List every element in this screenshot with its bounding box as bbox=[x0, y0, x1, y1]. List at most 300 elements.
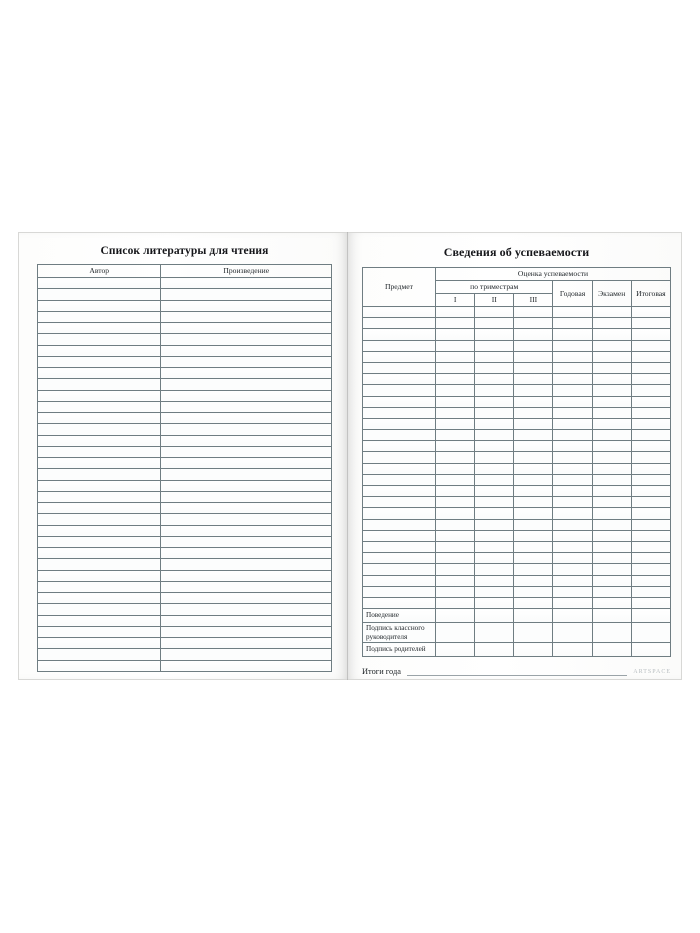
cell-subject[interactable] bbox=[363, 541, 436, 552]
table-row[interactable] bbox=[363, 519, 671, 530]
cell-tri-2[interactable] bbox=[475, 329, 514, 340]
cell-final[interactable] bbox=[631, 575, 670, 586]
cell-tri-3[interactable] bbox=[514, 463, 553, 474]
cell-exam[interactable] bbox=[592, 430, 631, 441]
summary-cell[interactable] bbox=[475, 623, 514, 643]
cell-final[interactable] bbox=[631, 430, 670, 441]
cell-final[interactable] bbox=[631, 362, 670, 373]
table-row[interactable] bbox=[38, 615, 332, 626]
cell-subject[interactable] bbox=[363, 519, 436, 530]
table-row[interactable] bbox=[363, 318, 671, 329]
cell-exam[interactable] bbox=[592, 374, 631, 385]
cell-subject[interactable] bbox=[363, 508, 436, 519]
cell-tri-1[interactable] bbox=[436, 362, 475, 373]
summary-cell[interactable] bbox=[436, 609, 475, 623]
cell-work[interactable] bbox=[161, 626, 332, 637]
table-row[interactable] bbox=[38, 413, 332, 424]
cell-final[interactable] bbox=[631, 396, 670, 407]
cell-work[interactable] bbox=[161, 559, 332, 570]
cell-exam[interactable] bbox=[592, 441, 631, 452]
cell-subject[interactable] bbox=[363, 452, 436, 463]
table-row[interactable] bbox=[363, 307, 671, 318]
summary-cell[interactable] bbox=[514, 643, 553, 657]
cell-subject[interactable] bbox=[363, 474, 436, 485]
cell-subject[interactable] bbox=[363, 351, 436, 362]
cell-year[interactable] bbox=[553, 530, 592, 541]
cell-exam[interactable] bbox=[592, 486, 631, 497]
cell-work[interactable] bbox=[161, 390, 332, 401]
cell-year[interactable] bbox=[553, 362, 592, 373]
cell-work[interactable] bbox=[161, 503, 332, 514]
cell-author[interactable] bbox=[38, 401, 161, 412]
cell-tri-1[interactable] bbox=[436, 519, 475, 530]
cell-work[interactable] bbox=[161, 401, 332, 412]
cell-author[interactable] bbox=[38, 424, 161, 435]
cell-subject[interactable] bbox=[363, 374, 436, 385]
cell-tri-1[interactable] bbox=[436, 307, 475, 318]
cell-year[interactable] bbox=[553, 385, 592, 396]
summary-cell[interactable] bbox=[475, 643, 514, 657]
cell-exam[interactable] bbox=[592, 497, 631, 508]
table-row[interactable] bbox=[38, 458, 332, 469]
cell-exam[interactable] bbox=[592, 553, 631, 564]
cell-author[interactable] bbox=[38, 503, 161, 514]
cell-tri-1[interactable] bbox=[436, 597, 475, 608]
summary-cell[interactable] bbox=[631, 643, 670, 657]
cell-tri-2[interactable] bbox=[475, 318, 514, 329]
cell-work[interactable] bbox=[161, 604, 332, 615]
cell-author[interactable] bbox=[38, 300, 161, 311]
cell-tri-1[interactable] bbox=[436, 553, 475, 564]
table-row[interactable] bbox=[363, 564, 671, 575]
cell-tri-3[interactable] bbox=[514, 307, 553, 318]
cell-tri-3[interactable] bbox=[514, 486, 553, 497]
cell-work[interactable] bbox=[161, 638, 332, 649]
table-row[interactable] bbox=[38, 548, 332, 559]
cell-subject[interactable] bbox=[363, 553, 436, 564]
cell-tri-1[interactable] bbox=[436, 586, 475, 597]
cell-exam[interactable] bbox=[592, 407, 631, 418]
table-row[interactable] bbox=[38, 300, 332, 311]
cell-exam[interactable] bbox=[592, 307, 631, 318]
table-row[interactable] bbox=[363, 362, 671, 373]
cell-tri-3[interactable] bbox=[514, 597, 553, 608]
cell-final[interactable] bbox=[631, 486, 670, 497]
cell-author[interactable] bbox=[38, 525, 161, 536]
cell-subject[interactable] bbox=[363, 418, 436, 429]
cell-tri-1[interactable] bbox=[436, 530, 475, 541]
cell-subject[interactable] bbox=[363, 407, 436, 418]
cell-final[interactable] bbox=[631, 530, 670, 541]
cell-author[interactable] bbox=[38, 390, 161, 401]
table-row[interactable] bbox=[38, 379, 332, 390]
cell-final[interactable] bbox=[631, 307, 670, 318]
table-row[interactable] bbox=[363, 452, 671, 463]
cell-subject[interactable] bbox=[363, 362, 436, 373]
cell-work[interactable] bbox=[161, 424, 332, 435]
cell-tri-3[interactable] bbox=[514, 396, 553, 407]
cell-work[interactable] bbox=[161, 458, 332, 469]
table-row[interactable] bbox=[38, 536, 332, 547]
table-row[interactable] bbox=[363, 508, 671, 519]
summary-cell[interactable] bbox=[514, 609, 553, 623]
cell-work[interactable] bbox=[161, 435, 332, 446]
cell-tri-3[interactable] bbox=[514, 385, 553, 396]
cell-tri-3[interactable] bbox=[514, 575, 553, 586]
cell-tri-2[interactable] bbox=[475, 374, 514, 385]
cell-author[interactable] bbox=[38, 368, 161, 379]
cell-author[interactable] bbox=[38, 345, 161, 356]
table-row[interactable] bbox=[363, 586, 671, 597]
table-row[interactable] bbox=[38, 446, 332, 457]
cell-tri-1[interactable] bbox=[436, 441, 475, 452]
cell-subject[interactable] bbox=[363, 575, 436, 586]
cell-tri-3[interactable] bbox=[514, 452, 553, 463]
table-row[interactable] bbox=[38, 559, 332, 570]
cell-author[interactable] bbox=[38, 289, 161, 300]
cell-tri-1[interactable] bbox=[436, 329, 475, 340]
summary-cell[interactable] bbox=[631, 623, 670, 643]
cell-tri-1[interactable] bbox=[436, 351, 475, 362]
table-row[interactable] bbox=[363, 441, 671, 452]
table-row[interactable] bbox=[363, 486, 671, 497]
cell-work[interactable] bbox=[161, 548, 332, 559]
cell-author[interactable] bbox=[38, 491, 161, 502]
table-row[interactable] bbox=[38, 491, 332, 502]
cell-subject[interactable] bbox=[363, 396, 436, 407]
cell-author[interactable] bbox=[38, 604, 161, 615]
table-row[interactable] bbox=[363, 530, 671, 541]
cell-work[interactable] bbox=[161, 480, 332, 491]
table-row[interactable] bbox=[363, 351, 671, 362]
cell-tri-3[interactable] bbox=[514, 430, 553, 441]
cell-author[interactable] bbox=[38, 356, 161, 367]
cell-author[interactable] bbox=[38, 559, 161, 570]
cell-subject[interactable] bbox=[363, 441, 436, 452]
cell-subject[interactable] bbox=[363, 430, 436, 441]
cell-work[interactable] bbox=[161, 469, 332, 480]
cell-tri-3[interactable] bbox=[514, 441, 553, 452]
cell-tri-1[interactable] bbox=[436, 407, 475, 418]
cell-final[interactable] bbox=[631, 351, 670, 362]
cell-author[interactable] bbox=[38, 593, 161, 604]
cell-subject[interactable] bbox=[363, 463, 436, 474]
cell-work[interactable] bbox=[161, 615, 332, 626]
table-row[interactable] bbox=[363, 385, 671, 396]
table-row[interactable] bbox=[363, 541, 671, 552]
table-row[interactable] bbox=[38, 626, 332, 637]
cell-final[interactable] bbox=[631, 441, 670, 452]
cell-tri-3[interactable] bbox=[514, 351, 553, 362]
cell-author[interactable] bbox=[38, 626, 161, 637]
table-row[interactable] bbox=[363, 575, 671, 586]
table-row[interactable] bbox=[38, 278, 332, 289]
cell-tri-2[interactable] bbox=[475, 530, 514, 541]
cell-author[interactable] bbox=[38, 649, 161, 660]
table-row[interactable] bbox=[38, 469, 332, 480]
cell-tri-2[interactable] bbox=[475, 407, 514, 418]
cell-year[interactable] bbox=[553, 318, 592, 329]
cell-year[interactable] bbox=[553, 564, 592, 575]
cell-final[interactable] bbox=[631, 452, 670, 463]
cell-year[interactable] bbox=[553, 519, 592, 530]
cell-tri-2[interactable] bbox=[475, 474, 514, 485]
cell-tri-3[interactable] bbox=[514, 374, 553, 385]
cell-tri-3[interactable] bbox=[514, 407, 553, 418]
cell-tri-2[interactable] bbox=[475, 553, 514, 564]
cell-subject[interactable] bbox=[363, 497, 436, 508]
cell-exam[interactable] bbox=[592, 463, 631, 474]
cell-author[interactable] bbox=[38, 514, 161, 525]
summary-cell[interactable] bbox=[436, 643, 475, 657]
table-row[interactable] bbox=[363, 474, 671, 485]
summary-row[interactable] bbox=[363, 623, 671, 643]
cell-subject[interactable] bbox=[363, 597, 436, 608]
cell-tri-2[interactable] bbox=[475, 351, 514, 362]
cell-tri-2[interactable] bbox=[475, 385, 514, 396]
cell-author[interactable] bbox=[38, 413, 161, 424]
table-row[interactable] bbox=[38, 401, 332, 412]
table-row[interactable] bbox=[38, 390, 332, 401]
cell-exam[interactable] bbox=[592, 418, 631, 429]
cell-tri-3[interactable] bbox=[514, 530, 553, 541]
table-row[interactable] bbox=[363, 407, 671, 418]
cell-author[interactable] bbox=[38, 536, 161, 547]
cell-exam[interactable] bbox=[592, 575, 631, 586]
table-row[interactable] bbox=[363, 497, 671, 508]
cell-year[interactable] bbox=[553, 329, 592, 340]
cell-author[interactable] bbox=[38, 323, 161, 334]
table-row[interactable] bbox=[38, 368, 332, 379]
cell-final[interactable] bbox=[631, 374, 670, 385]
cell-tri-2[interactable] bbox=[475, 597, 514, 608]
table-row[interactable] bbox=[363, 597, 671, 608]
cell-work[interactable] bbox=[161, 345, 332, 356]
cell-tri-1[interactable] bbox=[436, 486, 475, 497]
cell-author[interactable] bbox=[38, 379, 161, 390]
cell-tri-1[interactable] bbox=[436, 564, 475, 575]
cell-work[interactable] bbox=[161, 289, 332, 300]
summary-cell[interactable] bbox=[592, 609, 631, 623]
table-row[interactable] bbox=[363, 340, 671, 351]
summary-cell[interactable] bbox=[592, 643, 631, 657]
cell-year[interactable] bbox=[553, 541, 592, 552]
cell-year[interactable] bbox=[553, 452, 592, 463]
cell-exam[interactable] bbox=[592, 474, 631, 485]
cell-year[interactable] bbox=[553, 486, 592, 497]
cell-year[interactable] bbox=[553, 553, 592, 564]
cell-work[interactable] bbox=[161, 514, 332, 525]
cell-tri-2[interactable] bbox=[475, 307, 514, 318]
cell-exam[interactable] bbox=[592, 508, 631, 519]
cell-tri-1[interactable] bbox=[436, 474, 475, 485]
cell-tri-1[interactable] bbox=[436, 430, 475, 441]
cell-tri-3[interactable] bbox=[514, 340, 553, 351]
cell-year[interactable] bbox=[553, 418, 592, 429]
table-row[interactable] bbox=[38, 649, 332, 660]
cell-work[interactable] bbox=[161, 536, 332, 547]
cell-subject[interactable] bbox=[363, 530, 436, 541]
cell-author[interactable] bbox=[38, 660, 161, 671]
cell-author[interactable] bbox=[38, 458, 161, 469]
summary-cell[interactable] bbox=[592, 623, 631, 643]
cell-year[interactable] bbox=[553, 474, 592, 485]
cell-tri-2[interactable] bbox=[475, 340, 514, 351]
cell-final[interactable] bbox=[631, 497, 670, 508]
cell-author[interactable] bbox=[38, 581, 161, 592]
cell-tri-2[interactable] bbox=[475, 564, 514, 575]
cell-tri-3[interactable] bbox=[514, 541, 553, 552]
table-row[interactable] bbox=[38, 514, 332, 525]
cell-exam[interactable] bbox=[592, 452, 631, 463]
cell-tri-1[interactable] bbox=[436, 318, 475, 329]
cell-tri-3[interactable] bbox=[514, 418, 553, 429]
cell-exam[interactable] bbox=[592, 396, 631, 407]
cell-author[interactable] bbox=[38, 480, 161, 491]
table-row[interactable] bbox=[38, 593, 332, 604]
cell-year[interactable] bbox=[553, 340, 592, 351]
table-row[interactable] bbox=[38, 604, 332, 615]
cell-exam[interactable] bbox=[592, 586, 631, 597]
cell-tri-3[interactable] bbox=[514, 362, 553, 373]
cell-tri-1[interactable] bbox=[436, 396, 475, 407]
cell-year[interactable] bbox=[553, 374, 592, 385]
cell-tri-3[interactable] bbox=[514, 564, 553, 575]
summary-cell[interactable] bbox=[514, 623, 553, 643]
cell-tri-3[interactable] bbox=[514, 586, 553, 597]
summary-cell[interactable] bbox=[436, 623, 475, 643]
summary-cell[interactable] bbox=[553, 643, 592, 657]
table-row[interactable] bbox=[363, 329, 671, 340]
table-row[interactable] bbox=[38, 356, 332, 367]
cell-year[interactable] bbox=[553, 497, 592, 508]
cell-work[interactable] bbox=[161, 413, 332, 424]
cell-tri-2[interactable] bbox=[475, 541, 514, 552]
table-row[interactable] bbox=[38, 581, 332, 592]
cell-tri-1[interactable] bbox=[436, 452, 475, 463]
table-row[interactable] bbox=[38, 323, 332, 334]
summary-cell[interactable] bbox=[475, 609, 514, 623]
table-row[interactable] bbox=[38, 435, 332, 446]
cell-year[interactable] bbox=[553, 307, 592, 318]
cell-final[interactable] bbox=[631, 329, 670, 340]
cell-tri-1[interactable] bbox=[436, 497, 475, 508]
cell-tri-1[interactable] bbox=[436, 541, 475, 552]
cell-work[interactable] bbox=[161, 379, 332, 390]
summary-cell[interactable] bbox=[553, 609, 592, 623]
cell-tri-1[interactable] bbox=[436, 418, 475, 429]
summary-row[interactable] bbox=[363, 643, 671, 657]
cell-subject[interactable] bbox=[363, 486, 436, 497]
cell-author[interactable] bbox=[38, 435, 161, 446]
cell-author[interactable] bbox=[38, 469, 161, 480]
table-row[interactable] bbox=[38, 525, 332, 536]
cell-final[interactable] bbox=[631, 541, 670, 552]
cell-exam[interactable] bbox=[592, 564, 631, 575]
cell-exam[interactable] bbox=[592, 519, 631, 530]
cell-final[interactable] bbox=[631, 407, 670, 418]
cell-year[interactable] bbox=[553, 575, 592, 586]
table-row[interactable] bbox=[38, 660, 332, 671]
cell-work[interactable] bbox=[161, 570, 332, 581]
cell-tri-1[interactable] bbox=[436, 575, 475, 586]
cell-tri-2[interactable] bbox=[475, 508, 514, 519]
cell-year[interactable] bbox=[553, 430, 592, 441]
cell-year[interactable] bbox=[553, 597, 592, 608]
cell-tri-3[interactable] bbox=[514, 329, 553, 340]
cell-tri-2[interactable] bbox=[475, 430, 514, 441]
cell-year[interactable] bbox=[553, 508, 592, 519]
cell-final[interactable] bbox=[631, 318, 670, 329]
cell-work[interactable] bbox=[161, 525, 332, 536]
cell-final[interactable] bbox=[631, 385, 670, 396]
cell-exam[interactable] bbox=[592, 385, 631, 396]
cell-tri-1[interactable] bbox=[436, 340, 475, 351]
table-row[interactable] bbox=[363, 396, 671, 407]
cell-subject[interactable] bbox=[363, 307, 436, 318]
cell-work[interactable] bbox=[161, 311, 332, 322]
cell-author[interactable] bbox=[38, 311, 161, 322]
cell-final[interactable] bbox=[631, 553, 670, 564]
cell-tri-1[interactable] bbox=[436, 463, 475, 474]
cell-tri-2[interactable] bbox=[475, 452, 514, 463]
table-row[interactable] bbox=[38, 503, 332, 514]
cell-subject[interactable] bbox=[363, 318, 436, 329]
cell-tri-1[interactable] bbox=[436, 385, 475, 396]
cell-final[interactable] bbox=[631, 418, 670, 429]
cell-author[interactable] bbox=[38, 615, 161, 626]
table-row[interactable] bbox=[363, 553, 671, 564]
cell-exam[interactable] bbox=[592, 530, 631, 541]
cell-exam[interactable] bbox=[592, 351, 631, 362]
cell-subject[interactable] bbox=[363, 564, 436, 575]
table-row[interactable] bbox=[38, 311, 332, 322]
cell-work[interactable] bbox=[161, 278, 332, 289]
cell-author[interactable] bbox=[38, 570, 161, 581]
table-row[interactable] bbox=[38, 638, 332, 649]
cell-subject[interactable] bbox=[363, 329, 436, 340]
cell-final[interactable] bbox=[631, 463, 670, 474]
cell-tri-3[interactable] bbox=[514, 519, 553, 530]
cell-exam[interactable] bbox=[592, 597, 631, 608]
cell-work[interactable] bbox=[161, 649, 332, 660]
table-row[interactable] bbox=[38, 570, 332, 581]
cell-work[interactable] bbox=[161, 446, 332, 457]
cell-final[interactable] bbox=[631, 508, 670, 519]
cell-work[interactable] bbox=[161, 323, 332, 334]
cell-tri-1[interactable] bbox=[436, 374, 475, 385]
cell-tri-2[interactable] bbox=[475, 519, 514, 530]
cell-subject[interactable] bbox=[363, 586, 436, 597]
cell-tri-3[interactable] bbox=[514, 553, 553, 564]
cell-exam[interactable] bbox=[592, 318, 631, 329]
cell-subject[interactable] bbox=[363, 385, 436, 396]
cell-author[interactable] bbox=[38, 446, 161, 457]
cell-year[interactable] bbox=[553, 586, 592, 597]
table-row[interactable] bbox=[38, 289, 332, 300]
cell-final[interactable] bbox=[631, 564, 670, 575]
cell-exam[interactable] bbox=[592, 329, 631, 340]
cell-final[interactable] bbox=[631, 340, 670, 351]
cell-author[interactable] bbox=[38, 278, 161, 289]
cell-author[interactable] bbox=[38, 638, 161, 649]
cell-work[interactable] bbox=[161, 334, 332, 345]
cell-year[interactable] bbox=[553, 351, 592, 362]
cell-tri-3[interactable] bbox=[514, 508, 553, 519]
cell-tri-2[interactable] bbox=[475, 586, 514, 597]
cell-author[interactable] bbox=[38, 548, 161, 559]
cell-work[interactable] bbox=[161, 593, 332, 604]
